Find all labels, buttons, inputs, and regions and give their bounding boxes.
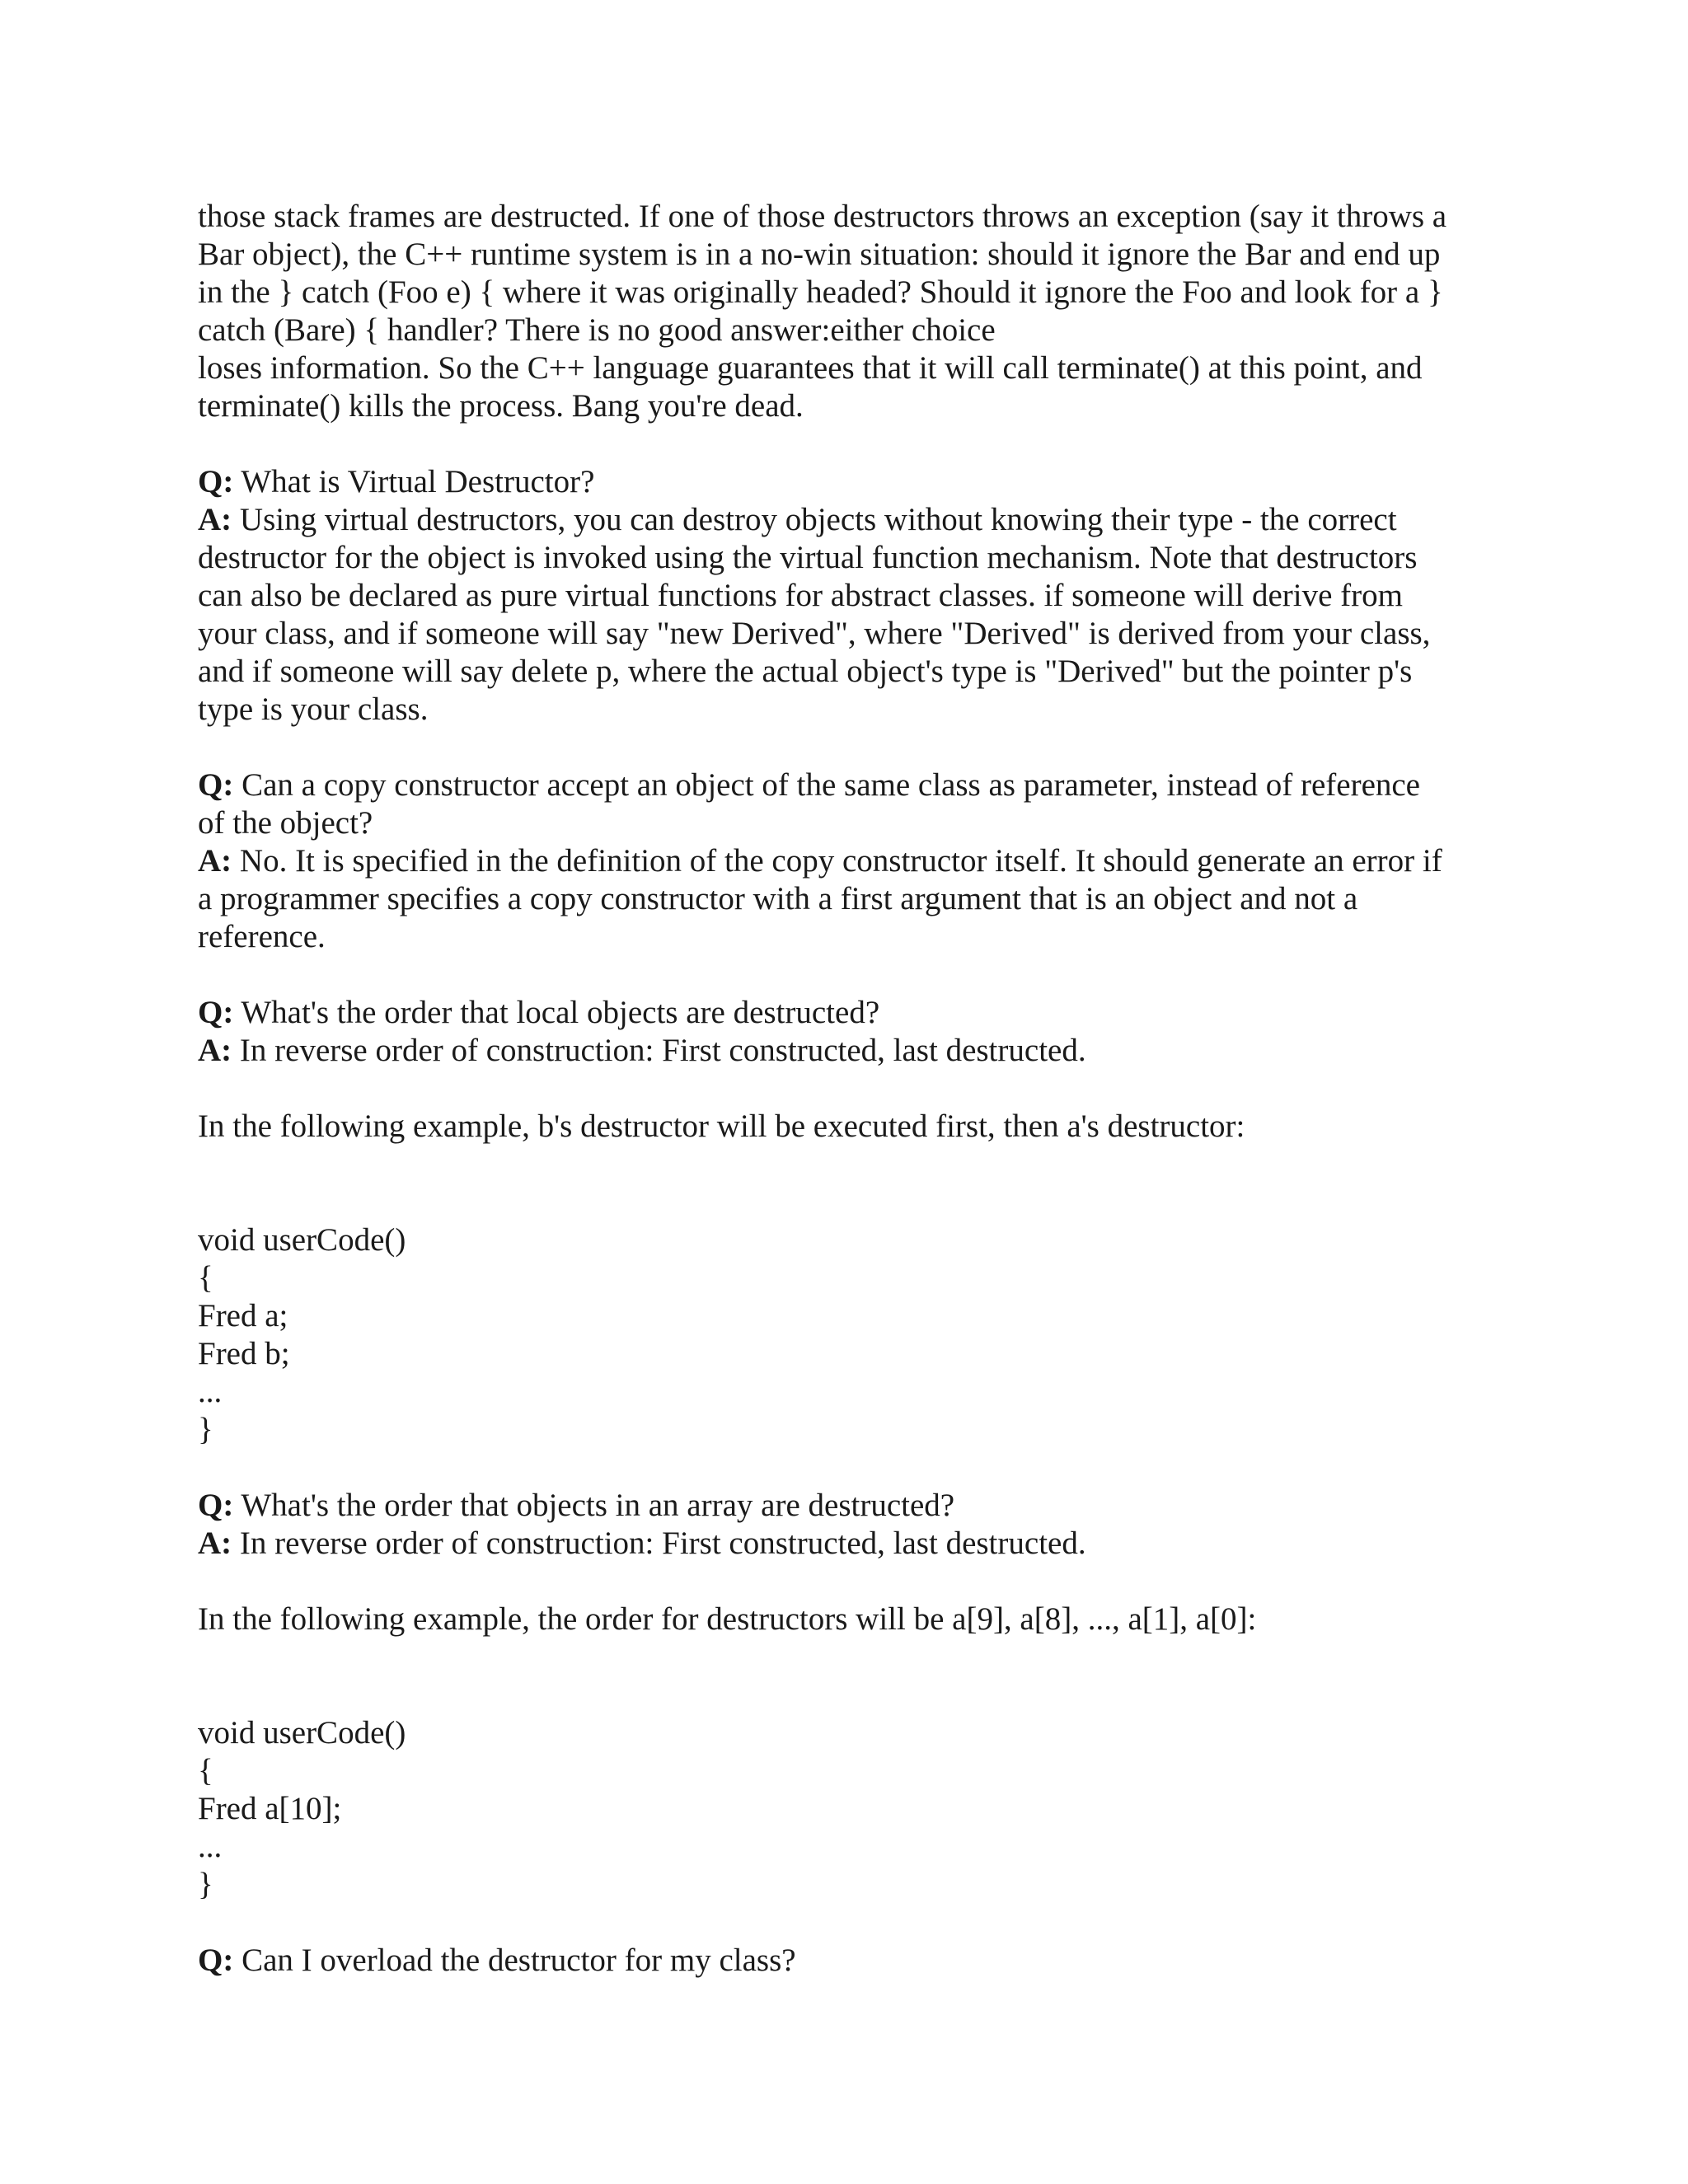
text-line: your class, and if someone will say "new Derived", where "Derived" is derived from your class, — [198, 616, 1431, 651]
text-line: a programmer specifies a copy constructor with a first argument that is an object and not a — [198, 881, 1358, 916]
text-line: type is your class. — [198, 691, 429, 727]
text-line: loses information. So the C++ language guarantees that it will call terminate() at this point, and — [198, 350, 1423, 386]
question-text: What's the order that objects in an array are destructed? — [241, 1488, 955, 1523]
question-label: Q: — [198, 1488, 234, 1523]
intro-paragraph — [198, 198, 1500, 425]
code-line: ... — [198, 1829, 223, 1864]
question-line — [198, 1942, 1500, 1980]
answer-text: No. It is specified in the definition of the copy constructor itself. It should generate an error if — [239, 843, 1442, 879]
question-label: Q: — [198, 995, 234, 1030]
question-line — [198, 1487, 1500, 1525]
question-label: Q: — [198, 1943, 234, 1978]
answer-label: A: — [198, 1526, 232, 1561]
text-line: reference. — [198, 919, 326, 954]
answer-line — [198, 1032, 1500, 1070]
qa-local-objects-order — [198, 994, 1500, 1070]
answer-label: A: — [198, 843, 232, 879]
code-line: Fred a[10]; — [198, 1791, 342, 1826]
example-intro — [198, 1108, 1500, 1146]
qa-virtual-destructor — [198, 463, 1500, 729]
example-intro — [198, 1601, 1500, 1638]
code-block — [198, 1714, 1500, 1904]
code-line: { — [198, 1753, 213, 1788]
answer-text: Using virtual destructors, you can destroy objects without knowing their type - the correct — [239, 502, 1397, 537]
text-line: of the object? — [198, 805, 373, 841]
code-block — [198, 1221, 1500, 1449]
code-line: void userCode() — [198, 1222, 406, 1258]
code-line: { — [198, 1260, 213, 1296]
text-line: destructor for the object is invoked using the virtual function mechanism. Note that destructors — [198, 540, 1418, 575]
question-line — [198, 463, 1500, 501]
answer-text: In reverse order of construction: First constructed, last destructed. — [239, 1033, 1086, 1068]
text-line: terminate() kills the process. Bang you're dead. — [198, 388, 804, 424]
text-line: and if someone will say delete p, where the actual object's type is "Derived" but the pointer p's — [198, 654, 1413, 689]
document-page — [198, 198, 1500, 1980]
text-line: those stack frames are destructed. If one of those destructors throws an exception (say it throws a — [198, 199, 1447, 234]
text-line: catch (Bare) { handler? There is no good answer:either choice — [198, 312, 996, 348]
answer-line — [198, 842, 1500, 880]
text-line: Bar object), the C++ runtime system is in a no-win situation: should it ignore the Bar and end up — [198, 237, 1441, 272]
text-line: can also be declared as pure virtual functions for abstract classes. if someone will derive from — [198, 578, 1403, 613]
code-line: Fred b; — [198, 1336, 290, 1371]
code-line: void userCode() — [198, 1715, 406, 1750]
code-line: Fred a; — [198, 1298, 288, 1333]
answer-label: A: — [198, 502, 232, 537]
code-line: } — [198, 1867, 213, 1902]
text-line: In the following example, b's destructor will be executed first, then a's destructor: — [198, 1108, 1245, 1144]
question-text: What's the order that local objects are destructed? — [241, 995, 880, 1030]
question-line — [198, 766, 1500, 804]
question-label: Q: — [198, 464, 234, 499]
question-text: Can a copy constructor accept an object of the same class as parameter, instead of reference — [241, 767, 1420, 803]
answer-line — [198, 501, 1500, 539]
text-line: in the } catch (Foo e) { where it was originally headed? Should it ignore the Foo and look for a } — [198, 274, 1443, 310]
code-line: } — [198, 1412, 213, 1447]
qa-copy-constructor — [198, 766, 1500, 956]
question-text: What is Virtual Destructor? — [241, 464, 595, 499]
question-text: Can I overload the destructor for my class? — [241, 1943, 796, 1978]
text-line: In the following example, the order for destructors will be a[9], a[8], ..., a[1], a[0]: — [198, 1601, 1257, 1637]
answer-label: A: — [198, 1033, 232, 1068]
question-line — [198, 994, 1500, 1032]
question-label: Q: — [198, 767, 234, 803]
answer-line — [198, 1525, 1500, 1563]
qa-array-objects-order — [198, 1487, 1500, 1563]
answer-text: In reverse order of construction: First constructed, last destructed. — [239, 1526, 1086, 1561]
qa-overload-destructor — [198, 1942, 1500, 1980]
code-line: ... — [198, 1374, 223, 1409]
